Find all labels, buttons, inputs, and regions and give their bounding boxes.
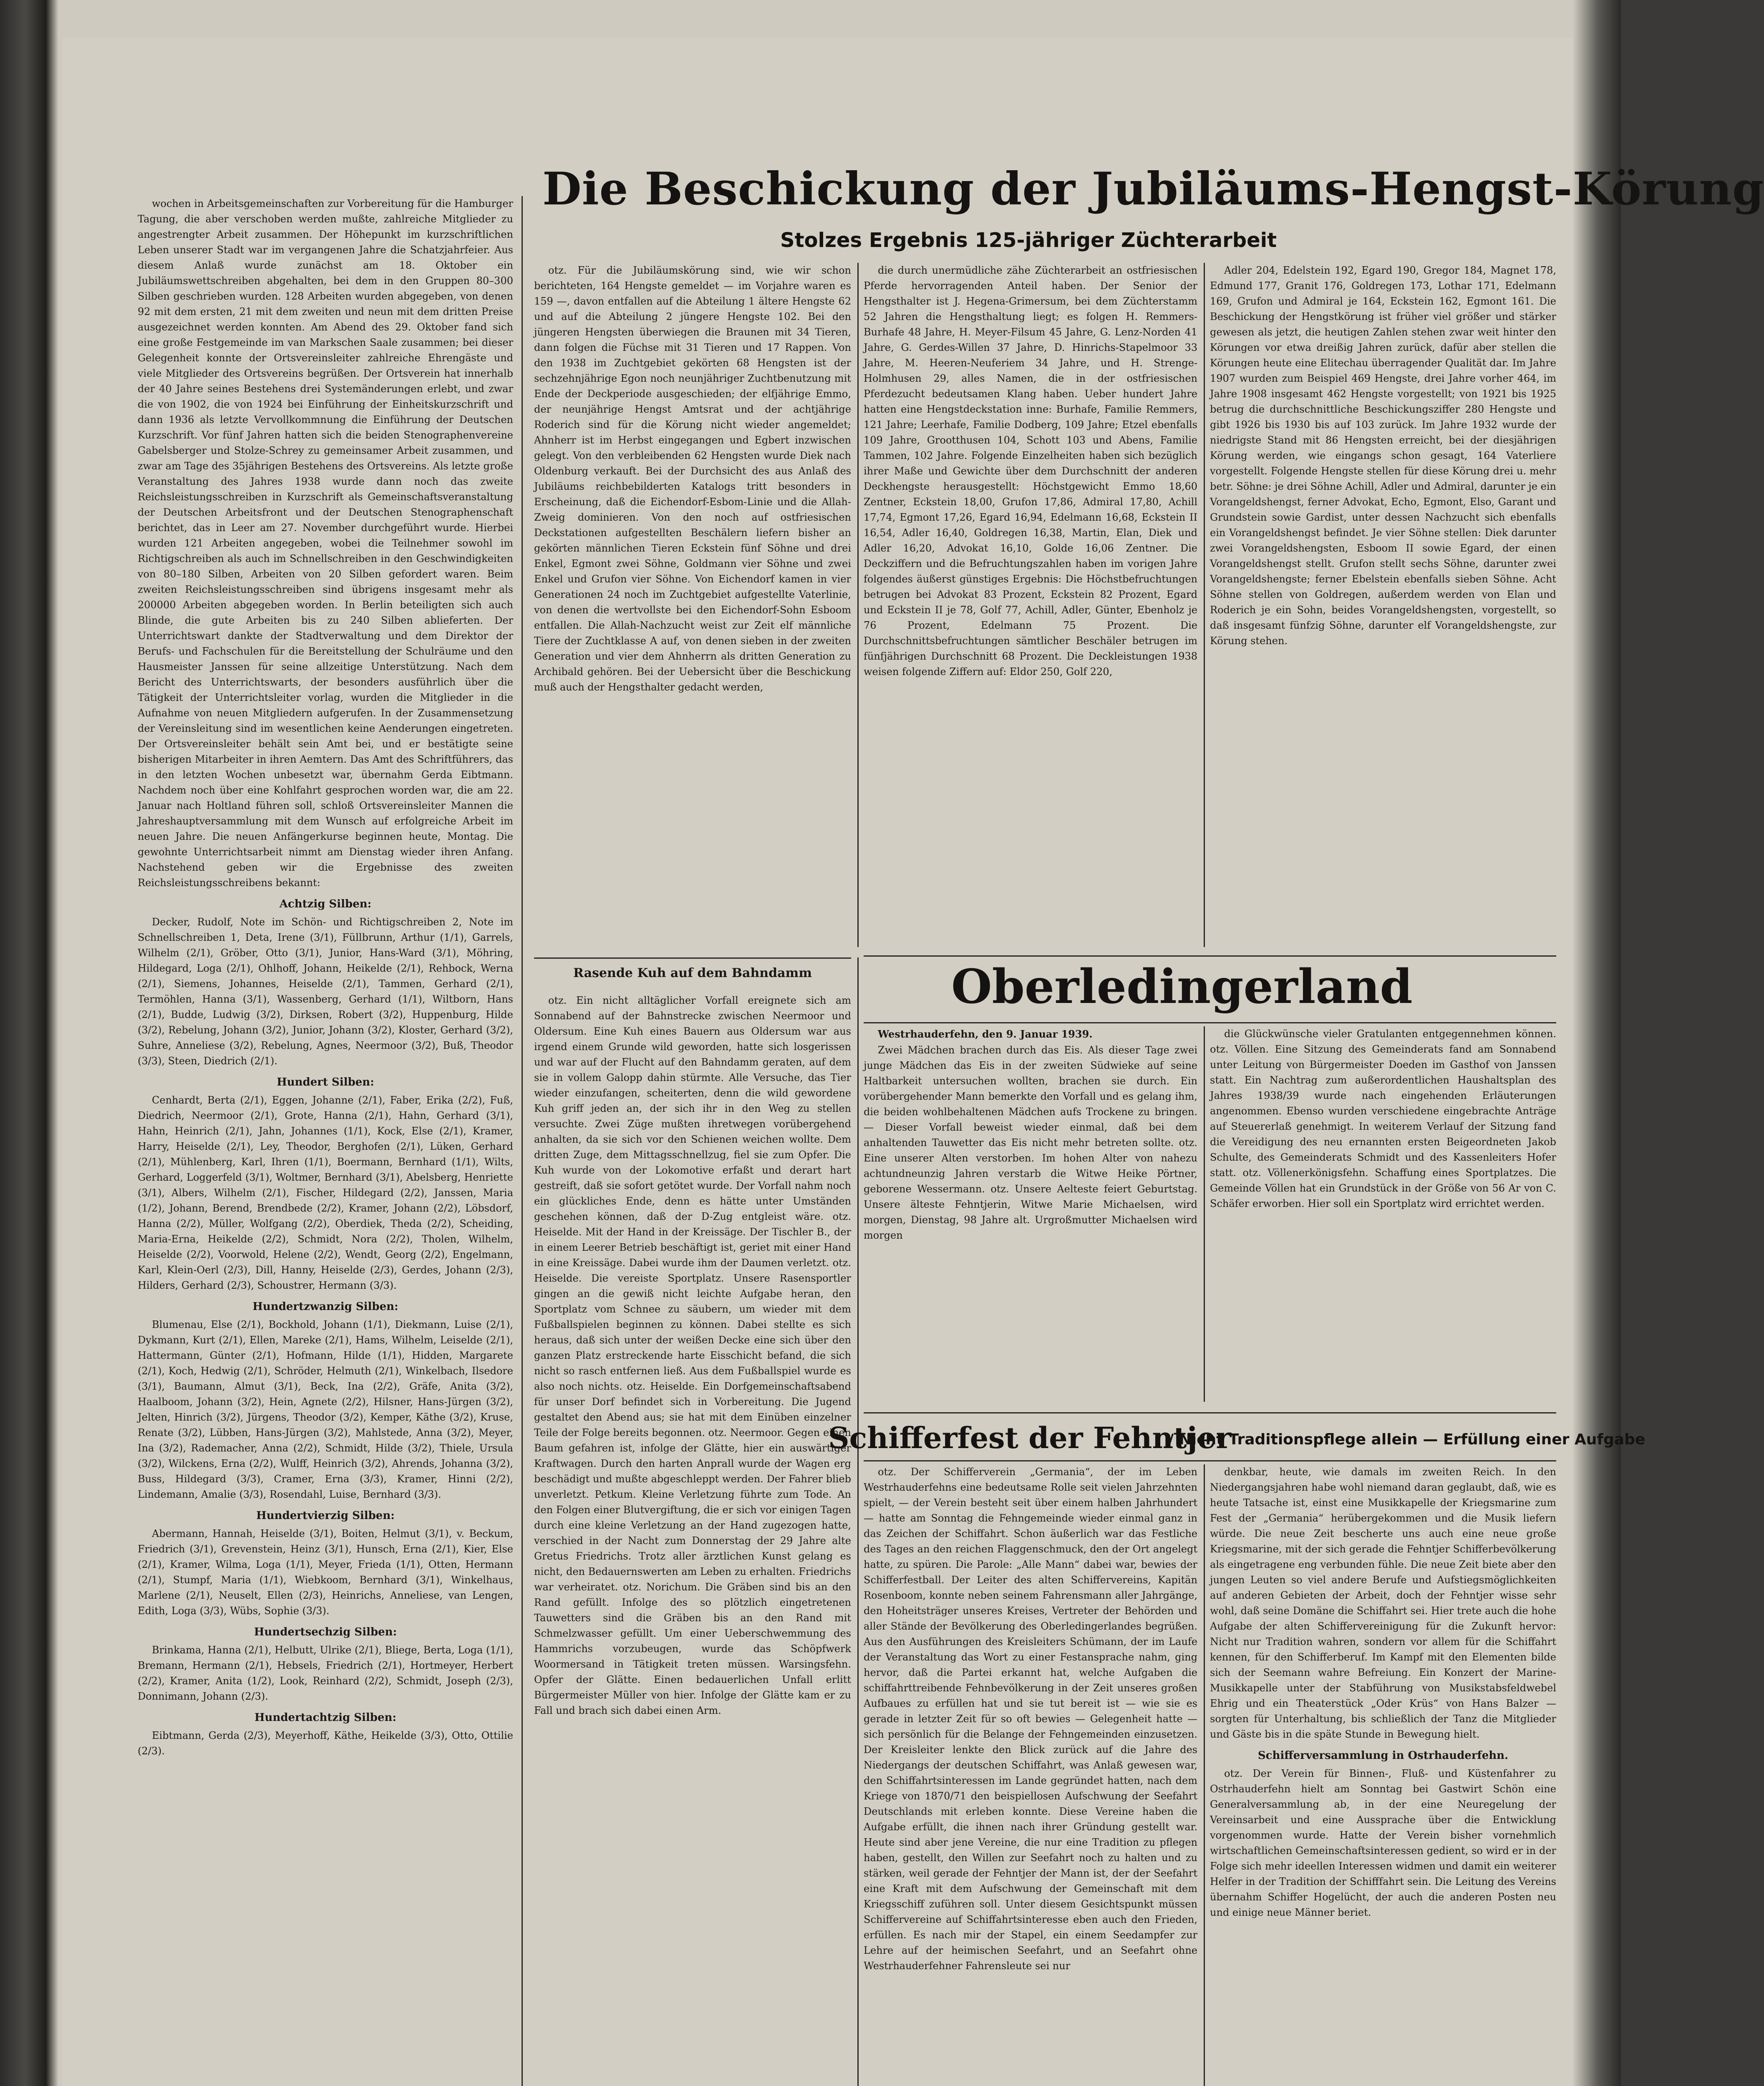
column-ober-2 [1210, 1026, 1556, 1410]
subhead-hundert: Hundert Silben: [277, 1076, 374, 1088]
stenography-article: wochen in Arbeitsgemeinschaften zur Vorbereitung für die Hamburger Tagung, die aber verschoben werden mußte, zahlreiche Mitglieder zu angestrengter Arbeit zusammen. Der Höhepunkt im kurzschriftlichen Leben unserer Stadt war im vergangenen Jahre die Schatzjahrfeier. Aus diesem Anlaß wurde zunächst am 18. Oktober ein Jubiläumswettschreiben abgehalten, bei dem in den Gruppen 80–300 Silben geschrieben wurden. 128 Arbeiten wurden abgegeben, von denen 92 mit dem ersten, 21 mit dem zweiten und neun mit dem dritten Preise ausgezeichnet werden konnten. Am Abend des 29. Oktober fand sich eine große Festgemeinde im van Markschen Saale zusammen; bei dieser Gelegenheit konnte der Ortsvereinsleiter zahlreiche Ehrengäste und viele Mitglieder des Ortsvereins begrüßen. Der Ortsverein hat innerhalb der 40 Jahre seines Bestehens drei Systemänderungen erlebt, und zwar die von 1902, die von 1924 bei Einführung der Einheitskurzschrift und dann 1936 als letzte Vervollkommnung die Einführung der Deutschen Kurzschrift. Vor fünf Jahren hatten sich die beiden Stenographenvereine Gabelsberger und Stolze-Schrey zu gemeinsamer Arbeit zusammen, und zwar am Tage des 35jährigen Bestehens des Ortsvereins. Als letzte große Veranstaltung des Jahres 1938 wurde dann noch das zweite Reichsleistungsschreiben in Kurzschrift als Gemeinschaftsveranstaltung der Deutschen Arbeitsfront und der Deutschen Stenographenschaft berichtet, das in Leer am 27. November durchgeführt wurde. Hierbei wurden 121 Arbeiten angegeben, wobei die Teilnehmer sowohl im Richtigschreiben als auch im Schnellschreiben in den Geschwindigkeiten von 80–180 Silben, Arbeiten von 20 Silben gefordert waren. Beim zweiten Reichsleistungsschreiben sind übrigens insgesamt mehr als 200000 Arbeiten abgegeben worden. In Berlin beteiligten sich auch Blinde, die gute Arbeiten bis zu 240 Silben ablieferten. Der Unterrichtswart dankte der Stadtverwaltung und dem Direktor der Berufs- und Fachschulen für die Bereitstellung der Schulräume und den Hausmeister Janssen für seine allzeitige Unterstützung. Nach dem Bericht des Unterrichtswarts, der besonders ausführlich über die Tätigkeit der Unterrichtsleiter vorlag, wurden die Mitglieder in die Aufnahme von neuen Mitgliedern aufgerufen. In der Zusammensetzung der Vereinsleitung sind im wesentlichen keine Aenderungen eingetreten. Der Ortsvereinsleiter behält sein Amt bei, und er bestätigte seine bisherigen Mitarbeiter in ihren Aemtern. Das Amt des Schriftführers, das in den letzten Wochen unbesetzt war, übernahm Gerda Eibtmann. Nachdem noch über eine Kohlfahrt gesprochen worden war, die am 22. Januar nach Holtland führen soll, schloß Ortsvereinsleiter Mannen die Jahreshauptversammlung mit dem Wunsch auf erfolgreiche Arbeit im neuen Jahre. Die neuen Anfängerkurse beginnen heute, Montag. Die gewohnte Unterrichtsarbeit nimmt am Dienstag wieder ihren Anfang. Nachstehend geben wir die Ergebnisse des zweiten Reichsleistungsschreibens bekannt: [138, 198, 513, 889]
ship-text-1: otz. Der Schifferverein „Germania“, der im Leben Westrhauderfehns eine bedeutsame Rolle seit vielen Jahrzehnten spielt, — der Verein besteht seit über einem halben Jahrhundert — hatte am Sonntag die Fehngemeinde wieder einmal ganz in das Zeichen der Schiffahrt. Schon äußerlich war das Festliche des Tages an den reichen Flaggenschmuck, den der Ort angelegt hatte, zu spüren. Die Parole: „Alle Mann“ dabei war, bewies der Schifferfestball. Der Leiter des alten Schiffervereins, Kapitän Rosenboom, konnte neben seinem Fahrensmann aller Jahrgänge, den Hoheitsträger unseres Kreises, Vertreter der Behörden und aller Stände der Bevölkerung des Oberledingerlandes begrüßen. Aus den Ausführungen des Kreisleiters Schümann, der im Laufe der Veranstaltung das Wort zu einer Festansprache nahm, ging hervor, daß die Partei erkannt hat, welche Aufgaben die schiffahrttreibende Fehnbevölkerung in der Zeit unseres großen Aufbaues zu erfüllen hat und sie tut bereit ist — wie sie es gerade in letzter Zeit für so oft bewies — Gelegenheit hatte — sich persönlich für die Belange der Fehngemeinden einzusetzen. Der Kreisleiter lenkte den Blick zurück auf die Jahre des Niedergangs der deutschen Schiffahrt, was Anlaß gewesen war, den Schiffahrtsinteressen im Lande gegründet hatten, nach dem Kriege von 1870/71 den beispiellosen Aufschwung der Seefahrt Deutschlands mit erleben konnte. Diese Vereine haben die Aufgabe erfüllt, die ihnen nach ihrer Gründung gestellt war. Heute sind aber jene Vereine, die nur eine Tradition zu pflegen haben, gestellt, den Willen zur Seefahrt noch zu halten und zu stärken, weil gerade der Fehntjer der Mann ist, der der Seefahrt eine Kraft mit dem Aufschwung der Gemeinschaft mit dem Kriegsschiff zuführen soll. Unter diesem Gesichtspunkt müssen Schiffervereine auf Schiffahrtsinteresse eben auch den Frieden, erfüllen. Es nach mir der Stapel, ein einem Seedampfer zur Lehre auf der heimischen Seefahrt, und an Seefahrt ohne Westrhauderfehner Fahrensleute sei nur [864, 1466, 1197, 1972]
section-rule [864, 1022, 1556, 1023]
list-hundert: Cenhardt, Berta (2/1), Eggen, Johanne (2/1), Faber, Erika (2/2), Fuß, Diedrich, Neermoor (2/1), Grote, Hanna (2/1), Hahn, Gerhard (3/1), Hahn, Heinrich (2/1), Jahn, Johannes (1/1), Kock, Else (2/1), Kramer, Harry, Heiselde (2/1), Ley, Theodor, Berghofen (2/1), Lüken, Gerhard (2/1), Mühlenberg, Karl, Ihren (1/1), Boermann, Bernhard (1/1), Wilts, Gerhard, Loggerfeld (3/1), Woltmer, Bernhard (3/1), Abelsberg, Henriette (3/1), Albers, Wilhelm (2/1), Fischer, Hildegard (2/2), Janssen, Maria (1/2), Johann, Berend, Brendbede (2/2), Kramer, Johann (2/2), Löbsdorf, Hanna (2/2), Müller, Wolfgang (2/2), Oberdiek, Theda (2/2), Scheiding, Maria-Erna, Heikelde (2/2), Schmidt, Nora (2/2), Tholen, Wilhelm, Heiselde (2/2), Voorwold, Helene (2/2), Wendt, Georg (2/2), Engelmann, Karl, Klein-Oerl (2/3), Dill, Hanny, Heiselde (2/3), Gerdes, Johann (2/3), Hilders, Gerhard (2/3), Schoustrer, Hermann (3/3). [138, 1094, 513, 1291]
column-koerung-1 [534, 263, 851, 972]
subhead-ostrhauderfehn: Schifferversammlung in Ostrhauderfehn. [1257, 1749, 1509, 1762]
list-achtzig: Decker, Rudolf, Note im Schön- und Richtigschreiben 2, Note im Schnellschreiben 1, Deta, Irene (3/1), Füllbrunn, Arthur (1/1), Garrels, Wilhelm (2/1), Gröber, Otto (3/1), Junior, Hans-Ward (3/1), Möhring, Hildegard, Loga (2/1), Ohlhoff, Johann, Heikelde (2/1), Rehbock, Werna (2/1), Siemens, Johannes, Heiselde (2/1), Tammen, Gerhard (2/1), Termöhlen, Hanna (3/1), Wassenberg, Gerhard (1/1), Wiltborn, Hans (2/1), Budde, Ludwig (3/2), Dirksen, Robert (3/2), Huppenburg, Hilde (3/2), Rebelung, Johann (3/2), Junior, Johann (3/2), Kloster, Gerhard (3/2), Suhre, Anneliese (3/2), Rebelung, Agnes, Neermoor (3/2), Buß, Theodor (3/3), Steen, Diedrich (2/1). [138, 916, 513, 1067]
section-rule [864, 955, 1556, 957]
section-rule [534, 957, 851, 959]
kuh-text: otz. Ein nicht alltäglicher Vorfall ereignete sich am Sonnabend auf der Bahnstrecke zwischen Neermoor und Oldersum. Eine Kuh eines Bauern aus Oldersum war aus irgend einem Grunde wild geworden, hatte sich losgerissen und war auf der Flucht auf den Bahndamm geraten, auf dem sie in vollem Galopp dahin stürmte. Alle Versuche, das Tier wieder einzufangen, scheiterten, denn die wild gewordene Kuh griff jeden an, der sich ihr in den Weg zu stellen versuchte. Zwei Züge mußten ihretwegen vorübergehend anhalten, da sie sich vor den Schienen weichen wollte. Dem dritten Zuge, dem Mittagsschnellzug, fiel sie zum Opfer. Die Kuh wurde von der Lokomotive erfaßt und derart hart gestreift, daß sie sofort getötet wurde. Der Vorfall nahm noch ein glückliches Ende, denn es hätte unter Umständen geschehen können, daß der D-Zug entgleist wäre. otz. Heiselde. Mit der Hand in der Kreissäge. Der Tischler B., der in einem Leerer Betrieb beschäftigt ist, geriet mit einer Hand in eine Kreissäge. Dabei wurde ihm der Daumen verletzt. otz. Heiselde. Die vereiste Sportplatz. Unsere Rasensportler gingen an die gewiß nicht leichte Aufgabe heran, den Sportplatz vom Schnee zu säubern, um wieder mit dem Fußballspielen beginnen zu können. Dabei stellte es sich heraus, daß sich unter der weißen Decke eine sich über den ganzen Platz erstreckende harte Eisschicht befand, die sich nicht so rasch entfernen ließ. Aus dem Fußballspiel wurde es also noch nichts. otz. Heiselde. Ein Dorfgemeinschaftsabend für unser Dorf befindet sich in Vorbereitung. Die Jugend gestaltet den Abend aus; sie hat mit dem Einüben einzelner Teile der Folge bereits begonnen. otz. Neermoor. Gegen einen Baum gefahren ist, infolge der Glätte, hier ein auswärtiger Kraftwagen. Durch den harten Anprall wurde der Wagen erg beschädigt und mußte abgeschleppt werden. Der Fahrer blieb unverletzt. Petkum. Kleine Verletzung führte zum Tode. An den Folgen einer Blutvergiftung, die er sich vor einigen Tagen durch eine kleine Verletzung an der Hand zugezogen hatte, verschied in der Nacht zum Donnerstag der 29 Jahre alte Gretus Friedrichs. Trotz aller ärztlichen Kunst gelang es nicht, den Bedauernswerten am Leben zu erhalten. Friedrichs war verheiratet. otz. Norichum. Die Gräben sind bis an den Rand gefüllt. Infolge des so plötzlich eingetretenen Tauwetters sind die Gräben bis an den Rand mit Schmelzwasser gefüllt. Um einer Ueberschwemmung des Hammrichs vorzubeugen, wurde das Schöpfwerk Woormersand in Tätigkeit treten müssen. Warsingsfehn. Opfer der Glätte. Einen bedauerlichen Unfall erlitt Bürgermeister Müller von hier. Infolge der Glätte kam er zu Fall und brach sich dabei einen Arm. [534, 995, 851, 1716]
ober-dateline: Westrhauderfehn, den 9. Januar 1939. [878, 1028, 1093, 1040]
list-hundertzwanzig: Blumenau, Else (2/1), Bockhold, Johann (1/1), Diekmann, Luise (2/1), Dykmann, Kurt (2/1), Ellen, Mareke (2/1), Hams, Wilhelm, Leiselde (2/1), Hattermann, Günter (2/1), Hofmann, Hilde (1/1), Hidden, Margarete (2/1), Koch, Hedwig (2/1), Schröder, Helmuth (2/1), Winkelbach, Ilsedore (3/1), Baumann, Almut (3/1), Beck, Ina (2/2), Gräfe, Anita (3/2), Haalboom, Johann (3/2), Hein, Agnete (2/2), Hilsner, Hans-Jürgen (3/2), Jelten, Hinrich (3/2), Jürgens, Theodor (3/2), Kemper, Käthe (3/2), Kruse, Renate (3/2), Lübben, Hans-Jürgen (3/2), Mahlstede, Anna (3/2), Meyer, Ina (3/2), Rademacher, Anna (2/2), Schmidt, Hilde (3/2), Thiele, Ursula (3/2), Wilckens, Erna (2/2), Wulff, Heinrich (3/2), Ahrends, Johanna (3/2), Buss, Hildegard (3/3), Cramer, Erna (3/3), Kramer, Hinni (2/2), Lindemann, Amalie (3/3), Rosendahl, Luise, Bernhard (3/3). [138, 1319, 513, 1500]
newspaper-page [63, 38, 1764, 2086]
ship-text-2: denkbar, heute, wie damals im zweiten Reich. In den Niedergangsjahren habe wohl niemand daran geglaubt, daß, wie es heute Tatsache ist, einst eine Musikkapelle der Kriegsmarine zum Fest der „Germania“ herübergekommen und die Musik liefern würde. Die neue Zeit bescherte uns auch eine neue große Kriegsmarine, mit der sich gerade die Fehntjer Schifferbevölkerung als eingetragene eng verbunden fühle. Die neue Zeit biete aber den jungen Leuten so viel andere Berufe und Aufstiegsmöglichkeiten auf anderen Gebieten der Arbeit, doch der Fehntjer wisse sehr wohl, daß seine Domäne die Schiffahrt sei. Hier trete auch die hohe Aufgabe der alten Schiffervereinigung für die Zukunft hervor: Nicht nur Tradition wahren, sondern vor allem für die Schiffahrt kennen, für den Schifferberuf. Im Kampf mit den Elementen bilde sich der Seemann wahre Befreiung. Ein Konzert der Marine-Musikkapelle unter der Stabführung von Musikstabsfeldwebel Ehrig und ein Theaterstück „Oder Krüs“ von Hans Balzer — sorgten für Unterhaltung, bis schließlich der Tanz die Mitglieder und Gäste bis in die späte Stunde in Bewegung hielt. [1210, 1466, 1556, 1740]
column-koerung-2 [864, 263, 1197, 947]
subhead-hundertachtzig: Hundertachtzig Silben: [254, 1711, 397, 1724]
subhead-hundertsechzig: Hundertsechzig Silben: [254, 1626, 397, 1638]
section-rule [864, 1460, 1556, 1461]
column-rule [1204, 263, 1205, 947]
koerung-text-1: otz. Für die Jubiläumskörung sind, wie wir schon berichteten, 164 Hengste gemeldet — im Vorjahre waren es 159 —, davon entfallen auf die Abteilung 1 ältere Hengste 62 und auf die Abteilung 2 jüngere Hengste 102. Bei den jüngeren Hengsten überwiegen die Braunen mit 34 Tieren, dann folgen die Füchse mit 31 Tieren und 17 Rappen. Von den 1938 im Zuchtgebiet gekörten 68 Hengsten ist der sechzehnjährige Egon noch neunjähriger Zuchtbenutzung mit Ende der Deckperiode ausgeschieden; der elfjährige Emmo, der neunjährige Hengst Amtsrat und der achtjährige Roderich sind für die Körung nicht wieder angemeldet; Ahnherr ist im Herbst eingegangen und Egbert inzwischen gelegt. Von den verbleibenden 62 Hengsten wurde Diek nach Oldenburg verkauft. Bei der Durchsicht des aus Anlaß des Jubiläums reichbebilderten Katalogs tritt besonders in Erscheinung, daß die Eichendorf-Esbom-Linie und die Allah-Zweig dominieren. Von den noch auf ostfriesischen Deckstationen aufgestellten Beschälern liefern bisher an gekörten männlichen Tieren Eckstein fünf Söhne und drei Enkel, Egmont zwei Söhne, Goldmann vier Söhne und zwei Enkel und Grufon vier Söhne. Von Eichendorf kamen in vier Generationen 24 noch im Zuchtgebiet aufgestellte Vaterlinie, von denen die wertvollste bei den Eichendorf-Sohn Esboom entfallen. Die Allah-Nachzucht weist zur Zeit elf männliche Tiere der Zuchtklasse A auf, von denen sieben in der zweiten Generation und vier dem Ahnherrn als dritten Generation zu Archibald gehören. Bei der Uebersicht über die Beschickung muß auch der Hengsthalter gedacht werden, [534, 265, 851, 693]
subheadline-koerung: Stolzes Ergebnis 125-jähriger Züchterarbeit [780, 229, 1277, 252]
column-rule [857, 263, 859, 947]
column-rule [1204, 1464, 1205, 2086]
list-hundertvierzig: Abermann, Hannah, Heiselde (3/1), Boiten, Helmut (3/1), v. Beckum, Friedrich (3/1), Grevenstein, Heinz (3/1), Hunsch, Erna (2/1), Kier, Else (2/1), Kramer, Wilma, Loga (1/1), Meyer, Frieda (1/1), Otten, Hermann (2/1), Stumpf, Maria (1/1), Wiebkoom, Bernhard (3/1), Winkelhaus, Marlene (2/1), Neuselt, Ellen (2/3), Heinrichs, Anneliese, van Lengen, Edith, Loga (3/3), Wübs, Sophie (3/3). [138, 1528, 513, 1617]
list-hundertachtzig: Eibtmann, Gerda (2/3), Meyerhoff, Käthe, Heikelde (3/3), Otto, Ottilie (2/3). [138, 1730, 513, 1757]
column-ober-1 [864, 1026, 1197, 1410]
subhead-hundertzwanzig: Hundertzwanzig Silben: [252, 1300, 398, 1313]
headline-schifferfest: Schifferfest der Fehntjer [828, 1421, 1232, 1455]
column-rule [522, 196, 523, 2086]
column-ship-1 [864, 1464, 1197, 2086]
koerung-text-2: die durch unermüdliche zähe Züchterarbeit an ostfriesischen Pferde hervorragenden Anteil haben. Der Senior der Hengsthalter ist J. Hegena-Grimersum, bei dem Züchterstamm 52 Jahren die Hengsthaltung liegt; es folgen H. Remmers-Burhafe 48 Jahre, H. Meyer-Filsum 45 Jahre, G. Lenz-Norden 41 Jahre, G. Gerdes-Willen 37 Jahre, D. Hinrichs-Stapelmoor 33 Jahre, M. Heeren-Neuferiem 34 Jahre, und H. Strenge-Holmhusen 29, alles Namen, die in der ostfriesischen Pferdezucht bedeutsamen Klang haben. Ueber hundert Jahre hatten eine Hengstdeckstation inne: Burhafe, Familie Remmers, 121 Jahre; Leerhafe, Familie Dodberg, 109 Jahre; Etzel ebenfalls 109 Jahre, Grootthusen 104, Schott 103 und Abens, Familie Tammen, 102 Jahre. Folgende Einzelheiten haben sich bezüglich ihrer Maße und Gewichte über dem Durchschnitt der anderen Deckhengste herausgestellt: Höchstgewicht Emmo 18,60 Zentner, Eckstein 18,00, Grufon 17,86, Admiral 17,80, Achill 17,74, Egmont 17,26, Egard 16,94, Edelmann 16,68, Eckstein II 16,54, Adler 16,40, Goldregen 16,38, Martin, Elan, Diek und Adler 16,20, Advokat 16,10, Golde 16,06 Zentner. Die Deckziffern und die Befruchtungszahlen haben im vorigen Jahre folgendes äußerst günstiges Ergebnis: Die Höchstbefruchtungen betrugen bei Advokat 83 Prozent, Eckstein 82 Prozent, Egard und Eckstein II je 78, Golf 77, Achill, Adler, Günter, Ebenholz je 76 Prozent, Edelmann 75 Prozent. Die Durchschnittsbefruchtungen sämtlicher Beschäler betrugen im fünfjährigen Durchschnitt 68 Prozent. Die Deckleistungen 1938 weisen folgende Ziffern auf: Eldor 250, Golf 220, [864, 265, 1197, 678]
section-title-oberledingerland: Oberledingerland [951, 960, 1413, 1014]
column-koerung-3 [1210, 263, 1556, 947]
subhead-hundertvierzig: Hundertvierzig Silben: [256, 1509, 395, 1522]
list-hundertsechzig: Brinkama, Hanna (2/1), Helbutt, Ulrike (2/1), Bliege, Berta, Loga (1/1), Bremann, Hermann (2/1), Hebsels, Friedrich (2/1), Hortmeyer, Herbert (2/2), Kramer, Anita (1/2), Look, Reinhard (2/2), Schmidt, Joseph (2/3), Donnimann, Johann (2/3). [138, 1644, 513, 1702]
column-ship-2 [1210, 1464, 1556, 2086]
subheadline-schifferfest: / Nicht Traditionspflege allein — Erfüllung einer Aufgabe [1168, 1431, 1646, 1448]
ober-text-2: die Glückwünsche vieler Gratulanten entgegennehmen können. otz. Völlen. Eine Sitzung des Gemeinderats fand am Sonnabend unter Leitung von Bürgermeister Doeden im Gasthof von Janssen statt. Ein Nachtrag zum außerordentlichen Haushaltsplan des Jahres 1938/39 wurde nach eingehenden Erläuterungen angenommen. Ebenso wurden verschiedene eingebrachte Anträge auf Steuererlaß genehmigt. In weiterem Verlauf der Sitzung fand die Vereidigung des neu ernannten ersten Beigeordneten Jakob Schulte, des Gemeinderats Schmidt und des Kassenleiters Hofer statt. otz. Völlenerkönigsfehn. Schaffung eines Sportplatzes. Die Gemeinde Völlen hat ein Grundstück in der Größe von 56 Ar von C. Schäfer erworben. Hier soll ein Sportplatz wird errichtet werden. [1210, 1028, 1556, 1209]
column-kuh [534, 993, 851, 2086]
ship-text-3: otz. Der Verein für Binnen-, Fluß- und Küstenfahrer zu Ostrhauderfehn hielt am Sonntag bei Gastwirt Schön eine Generalversammlung ab, in der eine Neuregelung der Vereinsarbeit und eine Aussprache über die Entwicklung vorgenommen wurde. Hatte der Verein bisher vornehmlich wirtschaftlichen Gemeinschaftsinteressen gedient, so wird er in der Folge sich mehr ideellen Interessen widmen und damit ein weiterer Helfer in der Tradition der Schifffahrt sein. Die Leitung des Vereins übernahm Schiffer Hogelücht, der auch die anderen Posten neu und einige neue Männer beriet. [1210, 1768, 1556, 1918]
headline-koerung: Die Beschickung der Jubiläums-Hengst-Körung [542, 163, 1764, 215]
column-rule [1204, 1026, 1205, 1402]
ober-text-1: Zwei Mädchen brachen durch das Eis. Als dieser Tage zwei junge Mädchen das Eis in der zweiten Südwieke auf seine Haltbarkeit untersuchen wollten, brachen sie durch. Ein vorübergehender Mann bemerkte den Vorfall und es gelang ihm, die beiden wohlbehaltenen Mädchen aufs Trockene zu bringen. — Dieser Vorfall beweist wieder einmal, daß bei dem anhaltenden Tauwetter das Eis nicht mehr betreten sollte. otz. Eine unserer Alten verstorben. Im hohen Alter von nahezu achtundneunzig Jahren verstarb die Witwe Heike Pörtner, geborene Wessermann. otz. Unsere Aelteste feiert Geburtstag. Unsere älteste Fehntjerin, Witwe Marie Michaelsen, wird morgen, Dienstag, 98 Jahre alt. Urgroßmutter Michaelsen wird morgen [864, 1044, 1197, 1241]
subhead-achtzig: Achtzig Silben: [279, 898, 372, 910]
section-rule [864, 1412, 1556, 1413]
headline-kuh: Rasende Kuh auf dem Bahndamm [573, 966, 812, 980]
column-rule [857, 957, 859, 2086]
column-stenography [138, 196, 513, 2086]
koerung-text-3: Adler 204, Edelstein 192, Egard 190, Gregor 184, Magnet 178, Edmund 177, Granit 176, Goldregen 173, Lothar 171, Edelmann 169, Grufon und Admiral je 164, Eckstein 162, Egmont 161. Die Beschickung der Hengstkörung ist früher viel größer und stärker gewesen als jetzt, die heutigen Zahlen stehen zwar weit hinter den Körungen vor etwa dreißig Jahren zurück, dafür aber stellen die Körungen heute eine Elitechau überragender Qualität dar. Im Jahre 1907 wurden zum Beispiel 469 Hengste, drei Jahre vorher 464, im Jahre 1908 insgesamt 462 Hengste vorgestellt; von 1921 bis 1925 betrug die durchschnittliche Beschickungsziffer 280 Hengste und gibt 1926 bis 1930 bis auf 103 zurück. Im Jahre 1932 wurde der niedrigste Stand mit 86 Hengsten erreicht, bei der diesjährigen Körung werden, wie eingangs schon gesagt, 164 Vaterliere vorgestellt. Folgende Hengste stellen für diese Körung drei u. mehr betr. Söhne: je drei Söhne Achill, Adler und Admiral, darunter je ein Vorangeldshengst, ferner Advokat, Echo, Egmont, Elso, Garant und Grundstein sowie Gardist, unter dessen Nachzucht sich ebenfalls ein Vorangeldshengst befindet. Je vier Söhne stellen: Diek darunter zwei Vorangeldshengsten, Esboom II sowie Egard, der einen Vorangeldshengst stellt. Grufon stellt sechs Söhne, darunter zwei Vorangeldshengste; ferner Ebelstein ebenfalls sieben Söhne. Acht Söhne stellen von Goldregen, außerdem werden von Elan und Roderich je ein Sohn, beides Vorangeldshengsten, vorgestellt, so daß insgesamt fünfzig Söhne, darunter elf Vorangeldshengste, zur Körung stehen. [1210, 265, 1556, 647]
